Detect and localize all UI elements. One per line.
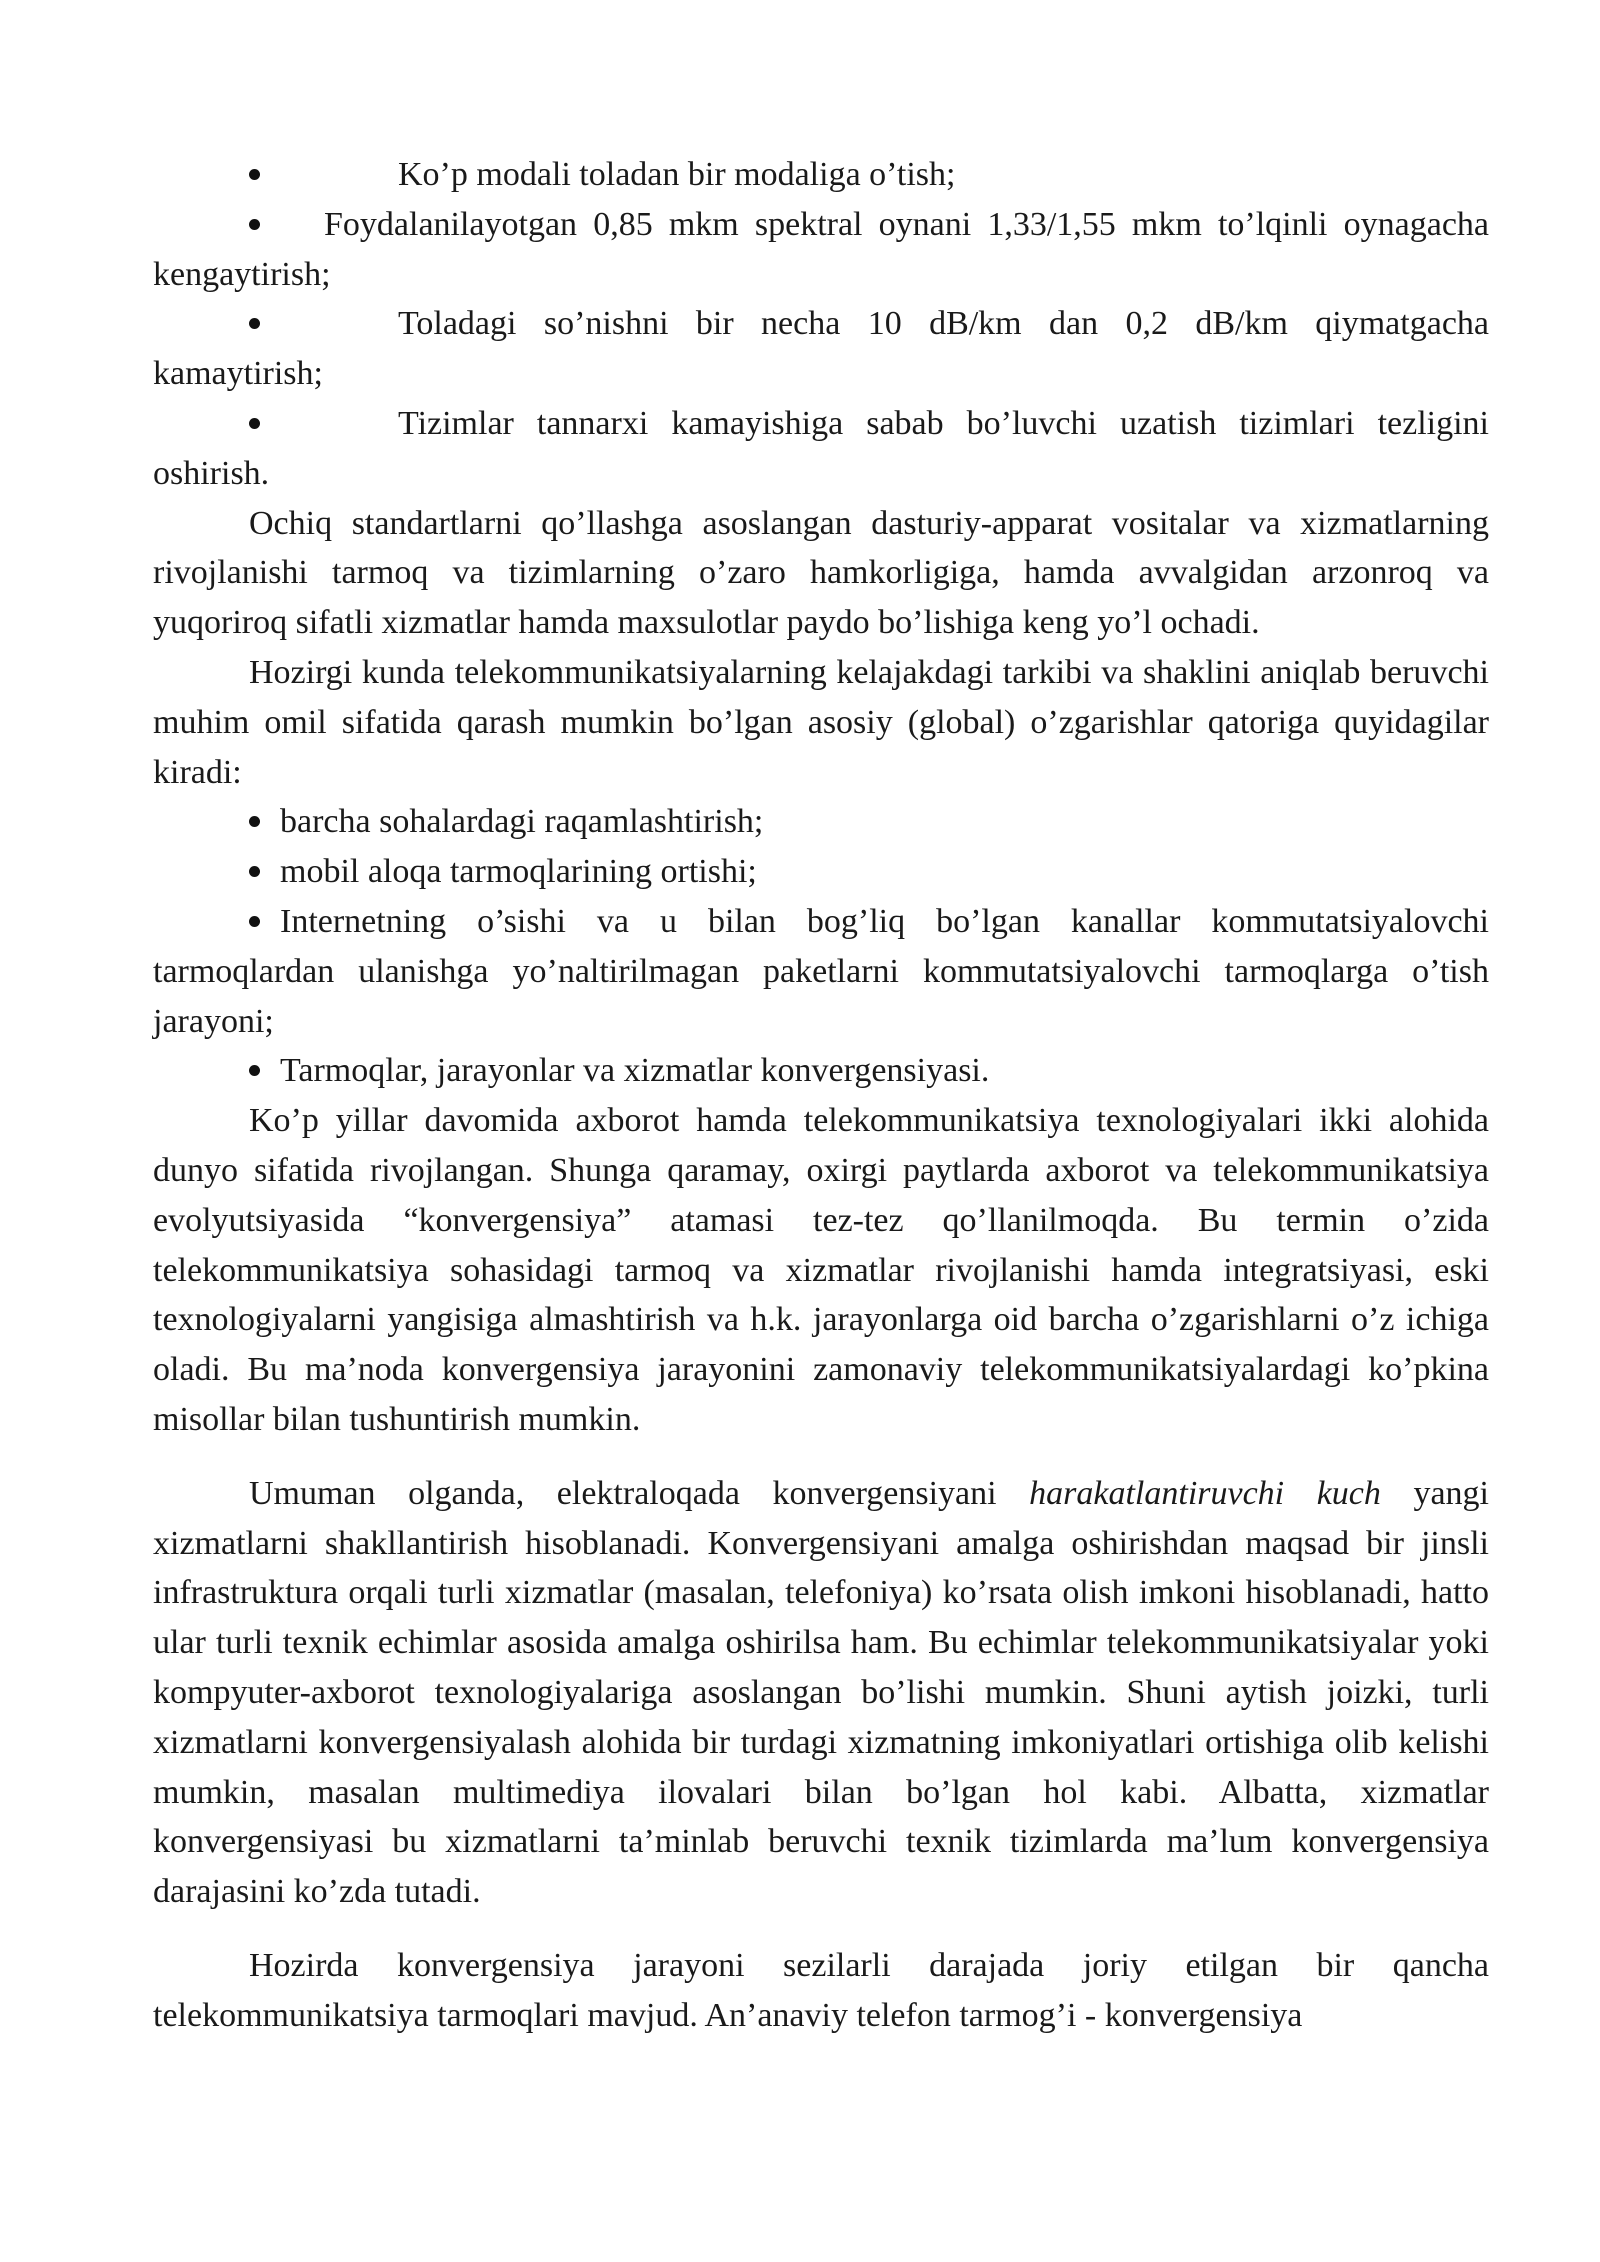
document-page <box>153 150 1489 2040</box>
bullet-dot-icon <box>249 916 260 927</box>
bullet-item: Internetning o’sishi va u bilan bog’liq bo’lgan kanallar kommutatsiyalovchi tarmoqlardan ulanishga yo’naltirilmagan paketlarni kommutatsiyalovchi tarmoqlarga o’tish jarayoni; <box>153 902 1489 1040</box>
bullet-item: Tizimlar tannarxi kamayishiga sabab bo’luvchi uzatish tizimlari tezligini oshirish. <box>153 404 1489 492</box>
bullet-dot-icon <box>249 816 260 827</box>
paragraph: Hozirgi kunda telekommunikatsiyalarning kelajakdagi tarkibi va shaklini aniqlab beruvchi muhim omil sifatida qarash mumkin bo’lgan asosiy (global) o’zgarishlar qatoriga quyidagilar kiradi: <box>153 653 1489 791</box>
bullet-dot-icon <box>249 866 260 877</box>
bullet-item: Tarmoqlar, jarayonlar va xizmatlar konvergensiyasi. <box>153 1046 1489 1096</box>
bullet-dot-icon <box>249 318 260 329</box>
paragraph: Umuman olganda, elektraloqada konvergensiyani harakatlantiruvchi kuch yangi xizmatlarni shakllantirish hisoblanadi. Konvergensiyani amalga oshirishdan maqsad bir jinsli infrastruktura orqali turli xizmatlar (masalan, telefoniya) ko’rsata olish imkoni hisoblanadi, hatto ular turli texnik echimlar asosida amalga oshirilsa ham. Bu echimlar telekommunikatsiyalar yoki kompyuter-axborot texnologiyalariga asoslangan bo’lishi mumkin. Shuni aytish joizki, turli xizmatlarni konvergensiyalash alohida bir turdagi xizmatning imkoniyatlari ortishiga olib kelishi mumkin, masalan multimediya ilovalari bilan bo’lgan hol kabi. Albatta, xizmatlar konvergensiyasi bu xizmatlarni ta’minlab beruvchi texnik tizimlarda ma’lum konvergensiya darajasini ko’zda tutadi. <box>153 1474 1489 1911</box>
bullet-item: Ko’p modali toladan bir modaliga o’tish; <box>153 150 1489 200</box>
bullet-item: Foydalanilayotgan 0,85 mkm spektral oynani 1,33/1,55 mkm to’lqinli oynagacha kengaytirish; <box>153 205 1489 293</box>
bullet-item: Toladagi so’nishni bir necha 10 dB/km dan 0,2 dB/km qiymatgacha kamaytirish; <box>153 305 1489 393</box>
bullet-item: mobil aloqa tarmoqlarining ortishi; <box>153 847 1489 897</box>
paragraph: Ochiq standartlarni qo’llashga asoslangan dasturiy-apparat vositalar va xizmatlarning rivojlanishi tarmoq va tizimlarning o’zaro hamkorligiga, hamda avvalgidan arzonroq va yuqoriroq sifatli xizmatlar hamda maxsulotlar paydo bo’lishiga keng yo’l ochadi. <box>153 504 1489 642</box>
bullet-item: barcha sohalardagi raqamlashtirish; <box>153 797 1489 847</box>
bullet-dot-icon <box>249 219 260 230</box>
italic-term: harakatlantiruvchi kuch <box>1029 1474 1381 1512</box>
bullet-dot-icon <box>249 418 260 429</box>
bullet-dot-icon <box>249 1065 260 1076</box>
paragraph: Hozirda konvergensiya jarayoni sezilarli darajada joriy etilgan bir qancha telekommunikatsiya tarmoqlari mavjud. An’anaviy telefon tarmog’i - konvergensiya <box>153 1946 1489 2034</box>
bullet-dot-icon <box>249 169 260 180</box>
paragraph: Ko’p yillar davomida axborot hamda telekommunikatsiya texnologiyalari ikki alohida dunyo sifatida rivojlangan. Shunga qaramay, oxirgi paytlarda axborot va telekommunikatsiya evolyutsiyasida “konvergensiya” atamasi tez-tez qo’llanilmoqda. Bu termin o’zida telekommunikatsiya sohasidagi tarmoq va xizmatlar rivojlanishi hamda integratsiyasi, eski texnologiyalarni yangisiga almashtirish va h.k. jarayonlarga oid barcha o’zgarishlarni o’z ichiga oladi. Bu ma’noda konvergensiya jarayonini zamonaviy telekommunikatsiyalardagi ko’pkina misollar bilan tushuntirish mumkin. <box>153 1102 1489 1438</box>
